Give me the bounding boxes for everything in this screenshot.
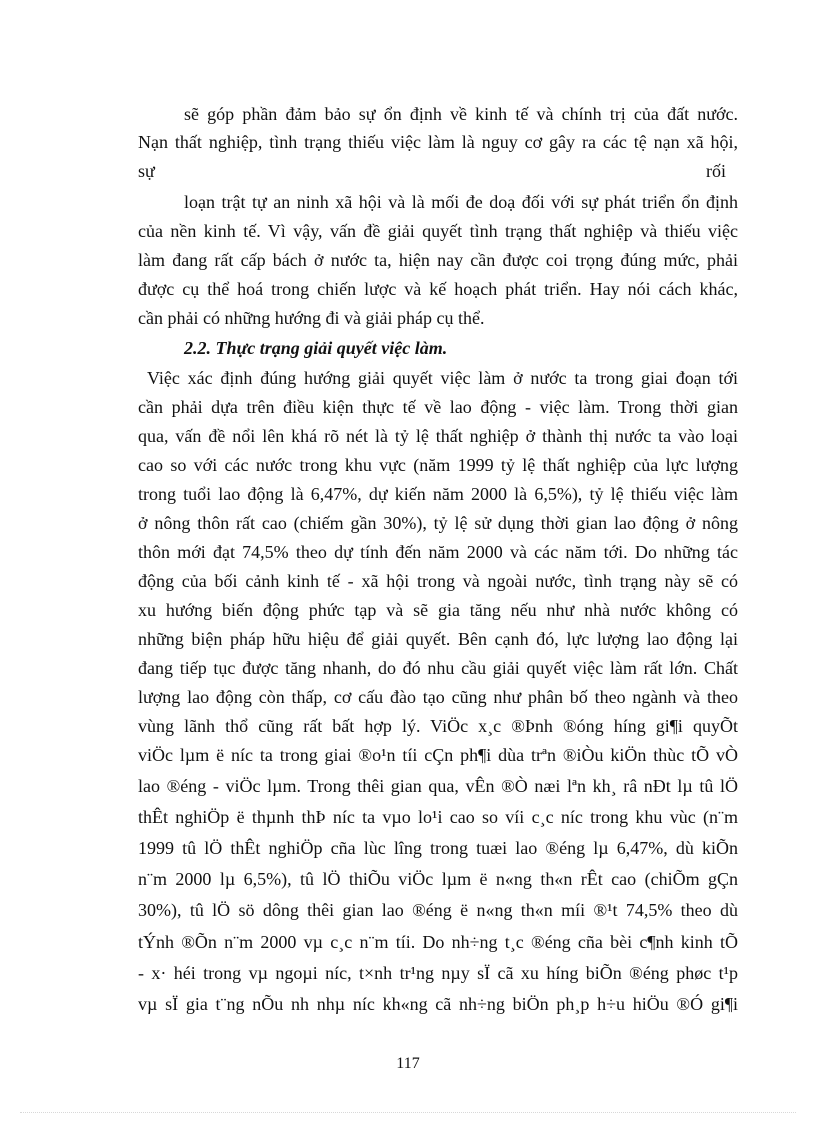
paragraph-line: qua, vấn đề nổi lên khá rõ nét là tỷ lệ thất nghiệp ở thành thị nước ta vào loại — [138, 426, 738, 446]
paragraph-line: tÝnh ®Õn n¨m 2000 vµ c¸c n¨m tíi. Do nh÷ng t¸c ®éng cña bèi c¶nh kinh tÕ — [138, 932, 738, 952]
paragraph-line: thôn mới đạt 74,5% theo dự tính đến năm 2000 và các năm tới. Do những tác — [138, 542, 738, 562]
paragraph-line: đang tiếp tục được tăng nhanh, do đó nhu cầu giải quyết việc làm rất lớn. Chất — [138, 658, 738, 678]
paragraph-line: viÖc lµm ë níc ta trong giai ®o¹n tíi cÇn ph¶i dùa trªn ®iÒu kiÖn thùc tÕ vÒ — [138, 745, 738, 765]
paragraph-line: rối — [706, 161, 726, 181]
paragraph-line: n¨m 2000 lµ 6,5%), tû lÖ thiÕu viÖc lµm ë n«ng th«n rÊt cao (chiÕm gÇn — [138, 869, 738, 889]
paragraph-line: sẽ góp phần đảm bảo sự ổn định về kinh tế và chính trị của đất nước. — [184, 104, 738, 124]
page-number: 117 — [396, 1055, 420, 1072]
paragraph-line: - x· héi trong vµ ngoµi níc, t×nh tr¹ng nµy sÏ cã xu híng biÕn ®éng phøc t¹p — [138, 963, 738, 983]
paragraph-line: ở nông thôn rất cao (chiếm gần 30%), tỷ lệ sử dụng thời gian lao động ở nông — [138, 513, 738, 533]
paragraph-line: 30%), tû lÖ sö dông thêi gian lao ®éng ë n«ng th«n míi ®¹t 74,5% theo dù — [138, 900, 738, 920]
paragraph-line: được cụ thể hoá trong chiến lược và kế hoạch phát triển. Hay nói cách khác, — [138, 279, 738, 299]
paragraph-line: 1999 tû lÖ thÊt nghiÖp cña lùc lîng trong tuæi lao ®éng lµ 6,47%, dù kiÕn — [138, 838, 738, 858]
paragraph-line: vµ sÏ gia t¨ng nÕu nh nhµ níc kh«ng cã nh÷ng biÖn ph¸p h÷u hiÖu ®Ó gi¶i — [138, 994, 738, 1014]
paragraph-line: làm đang rất cấp bách ở nước ta, hiện nay cần được coi trọng đúng mức, phải — [138, 250, 738, 270]
paragraph-line: lượng lao động còn thấp, cơ cấu đào tạo cũng như phân bố theo ngành và theo — [138, 687, 738, 707]
paragraph-line: xu hướng biến động phức tạp và sẽ gia tăng nếu như nhà nước không có — [138, 600, 738, 620]
paragraph-line: lao ®éng - viÖc lµm. Trong thêi gian qua, vÊn ®Ò næi lªn kh¸ râ nÐt lµ tû lÖ — [138, 776, 738, 796]
section-heading: 2.2. Thực trạng giải quyết việc làm. — [184, 338, 448, 358]
paragraph-line: trong tuổi lao động là 6,47%, dự kiến năm 2000 là 6,5%), tỷ lệ thiếu việc làm — [138, 484, 738, 504]
paragraph-line: Nạn thất nghiệp, tình trạng thiếu việc làm là nguy cơ gây ra các tệ nạn xã hội, — [138, 132, 738, 152]
paragraph-line: động của bối cảnh kinh tế - xã hội trong và ngoài nước, tình trạng này sẽ có — [138, 571, 738, 591]
paragraph-line: loạn trật tự an ninh xã hội và là mối đe doạ đối với sự phát triển ổn định — [184, 192, 738, 212]
paragraph-line: cao so với các nước trong khu vực (năm 1999 tỷ lệ thất nghiệp của lực lượng — [138, 455, 738, 475]
paragraph-line: sự — [138, 161, 155, 181]
paragraph-line: những biện pháp hữu hiệu để giải quyết. Bên cạnh đó, lực lượng lao động lại — [138, 629, 738, 649]
paragraph-line: cần phải có những hướng đi và giải pháp cụ thể. — [138, 308, 485, 328]
paragraph-line: vùng lãnh thổ cũng rất bất hợp lý. ViÖc x¸c ®Þnh ®óng híng gi¶i quyÕt — [138, 716, 738, 736]
paragraph-line: Việc xác định đúng hướng giải quyết việc làm ở nước ta trong giai đoạn tới — [147, 368, 738, 388]
paragraph-line: cần phải dựa trên điều kiện thực tế về lao động - việc làm. Trong thời gian — [138, 397, 738, 417]
paragraph-line: thÊt nghiÖp ë thµnh thÞ níc ta vµo lo¹i cao so víi c¸c níc trong khu vùc (n¨m — [138, 807, 738, 827]
page-bottom-divider — [20, 1112, 796, 1113]
paragraph-line: của nền kinh tế. Vì vậy, vấn đề giải quyết tình trạng thất nghiệp và thiếu việc — [138, 221, 738, 241]
